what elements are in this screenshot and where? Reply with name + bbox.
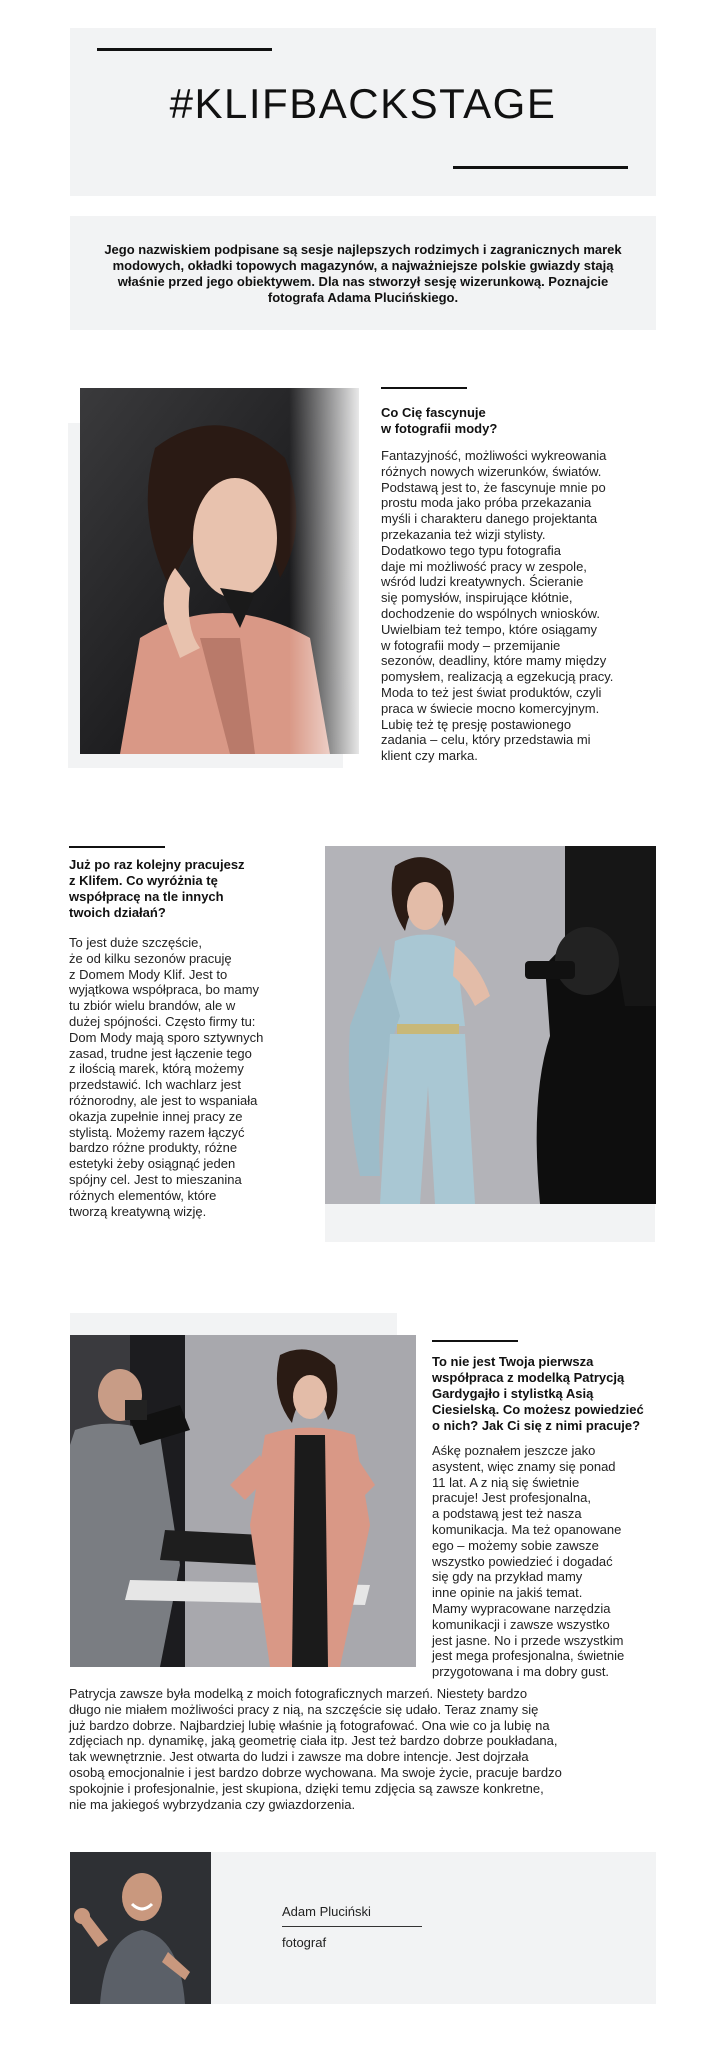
answer-line: że od kilku sezonów pracuję (69, 950, 232, 966)
section2-answer (69, 935, 299, 1219)
answer-line: zadania – celu, który przedstawia mi (381, 732, 591, 748)
continuation-line: Patrycja zawsze była modelką z moich fotograficznych marzeń. Niestety bardzo (69, 1686, 528, 1701)
answer-line: dochodzenie do wspólnych wniosków. (381, 605, 600, 621)
intro-text: Jego nazwiskiem podpisane są sesje najlepszych rodzimych i zagranicznych marek modowych, okładki topowych magazynów, a najważniejsze polskie gwiazdy stają właśnie przed jego obiektywem. Dla nas stworzył sesję wizerunkową. Poznajcie fotografa Adama Plucińskiego. (104, 242, 622, 305)
question-line: Co Cię fascynuje (381, 405, 486, 420)
answer-line: pomysłem, realizacją a egzekucją pracy. (381, 669, 614, 685)
question-line: w fotografii mody? (381, 421, 498, 436)
continuation-line: spokojnie i profesjonalnie, jest skupiona, dzięki temu zdjęcia są zawsze konkretne, (69, 1780, 544, 1796)
answer-line: wszystko powiedzieć i dogadać (432, 1553, 613, 1569)
answer-line: przekazania też wizji stylisty. (381, 526, 546, 542)
answer-line: w fotografii mody – przemijanie (381, 637, 561, 653)
section2-photo (325, 846, 656, 1204)
answer-line: 11 lat. A z nią się świetnie (432, 1474, 580, 1490)
answer-line: prostu moda jako próba przekazania (381, 495, 592, 511)
continuation-line: już bardzo dobrze. Najbardziej lubię właśnie ją fotografować. Ona wie co ja lubię na (69, 1717, 550, 1733)
answer-line: przedstawić. Ich wachlarz jest (69, 1077, 241, 1093)
author-name: Adam Pluciński (282, 1904, 371, 1919)
section3-photo (70, 1335, 416, 1667)
header-line-bottom (453, 166, 628, 169)
answer-line: Mamy wypracowane narzędzia (432, 1600, 611, 1616)
question-line: Ciesielską. Co możesz powiedzieć (432, 1402, 644, 1417)
section1-answer (381, 448, 661, 764)
answer-line: Podstawą jest to, że fascynuje mnie po (381, 479, 606, 495)
answer-line: jest jasne. No i przede wszystkim (432, 1632, 624, 1648)
answer-line: różnych nowych wizerunków, światów. (381, 463, 602, 479)
answer-line: wyjątkowa współpraca, bo mamy (69, 982, 260, 998)
answer-line: sezonów, deadliny, które mamy między (381, 653, 607, 669)
section3-question (432, 1354, 662, 1434)
portrait-woman-pink-coat-image (80, 388, 359, 754)
section1-rule (381, 387, 467, 389)
answer-line: Dom Mody mają sporo sztywnych (69, 1029, 264, 1045)
author-photo (70, 1852, 211, 2004)
question-line: Gardygajło i stylistką Asią (432, 1386, 594, 1401)
header-line-top (97, 48, 272, 51)
continuation-line: tak wewnętrznie. Jest otwarta do ludzi i zawsze ma dobre intencje. Jest dojrzała (69, 1749, 529, 1765)
photographer-and-model-studio-image (70, 1335, 416, 1667)
answer-line: tu zbiór wielu brandów, ale w (69, 998, 236, 1014)
answer-line: asystent, więc znamy się ponad (432, 1458, 616, 1474)
answer-line: komunikacja. Ma też opanowane (432, 1521, 622, 1537)
answer-line: komunikacji i zawsze wszystko (432, 1616, 610, 1632)
photographer-portrait-image (70, 1852, 211, 2004)
answer-line: estetyki żeby osiągnąć jeden (69, 1156, 236, 1172)
answer-line: To jest duże szczęście, (69, 935, 202, 950)
section1-photo (80, 388, 359, 754)
answer-line: praca w świecie mocno komercyjnym. (381, 700, 600, 716)
question-line: twoich działań? (69, 905, 166, 920)
section2-rule (69, 846, 165, 848)
question-line: współpraca z modelką Patrycją (432, 1370, 625, 1385)
question-line: Już po raz kolejny pracujesz (69, 857, 245, 872)
answer-line: a podstawą jest też nasza (432, 1506, 582, 1522)
answer-line: różnych elementów, które (69, 1187, 217, 1203)
woman-blue-jumpsuit-studio-image (325, 846, 656, 1204)
section2-question (69, 857, 279, 921)
answer-line: Lubię też tę presję postawionego (381, 716, 572, 732)
question-line: z Klifem. Co wyróżnia tę (69, 873, 218, 888)
answer-line: się pomysłów, inspirujące kłótnie, (381, 590, 573, 606)
answer-line: Dodatkowo tego typu fotografia (381, 542, 561, 558)
question-line: o nich? Jak Ci się z nimi pracuje? (432, 1418, 641, 1433)
author-role: fotograf (282, 1935, 327, 1950)
answer-line: bardzo różne produkty, różne (69, 1140, 238, 1156)
section3-rule (432, 1340, 518, 1342)
continuation-line: zdjęciach np. dynamikę, jaką geometrię ciała itp. Jest też bardzo dobrze poukładana, (69, 1733, 558, 1749)
answer-line: z ilością marek, którą możemy (69, 1061, 244, 1077)
answer-line: zasad, trudne jest łączenie tego (69, 1045, 252, 1061)
question-line: współpracę na tle innych (69, 889, 224, 904)
section3-answer (432, 1443, 656, 1680)
author-divider (282, 1926, 422, 1927)
section1-question (381, 405, 661, 437)
answer-line: Moda to też jest świat produktów, czyli (381, 684, 602, 700)
page-title: #KLIFBACKSTAGE (169, 80, 557, 127)
answer-line: Aśkę poznałem jeszcze jako (432, 1443, 596, 1458)
answer-line: okazja zupełnie innej pracy ze (69, 1108, 243, 1124)
answer-line: Uwielbiam też tempo, które osiągamy (381, 621, 598, 637)
answer-line: daje mi możliwość pracy w zespole, (381, 558, 587, 574)
answer-line: ego – możemy sobie zawsze (432, 1537, 599, 1553)
answer-line: spójny cel. Jest to mieszanina (69, 1171, 242, 1187)
answer-line: myśli i charakteru danego projektanta (381, 511, 598, 527)
answer-line: przygotowana i ma dobry gust. (432, 1664, 610, 1680)
answer-line: Fantazyjność, możliwości wykreowania (381, 448, 607, 463)
answer-line: z Domem Mody Klif. Jest to (69, 966, 228, 982)
answer-line: różnorodny, ale jest to wspaniała (69, 1092, 258, 1108)
continuation-line: osobą emocjonalnie i jest bardzo dobrze wychowana. Ma swoje życie, pracuje bardzo (69, 1764, 562, 1780)
answer-line: jest mega profesjonalna, świetnie (432, 1648, 625, 1664)
answer-line: klient czy marka. (381, 748, 478, 764)
question-line: To nie jest Twoja pierwsza (432, 1354, 594, 1369)
answer-line: stylistą. Możemy razem łączyć (69, 1124, 245, 1140)
section3-continuation (69, 1686, 659, 1812)
answer-line: dużej spójności. Często firmy tu: (69, 1013, 256, 1029)
answer-line: tworzą kreatywną wizję. (69, 1203, 207, 1219)
continuation-line: nie ma jakiegoś wybrzydzania czy gwiazdorzenia. (69, 1796, 356, 1812)
answer-line: inne opinie na jakiś temat. (432, 1585, 583, 1601)
answer-line: pracuje! Jest profesjonalna, (432, 1490, 591, 1506)
answer-line: się gdy na przykład mamy (432, 1569, 583, 1585)
answer-line: wśród ludzi kreatywnych. Ścieranie (381, 574, 584, 590)
continuation-line: długo nie miałem możliwości pracy z nią, na szczęście się udało. Teraz znamy się (69, 1701, 539, 1717)
